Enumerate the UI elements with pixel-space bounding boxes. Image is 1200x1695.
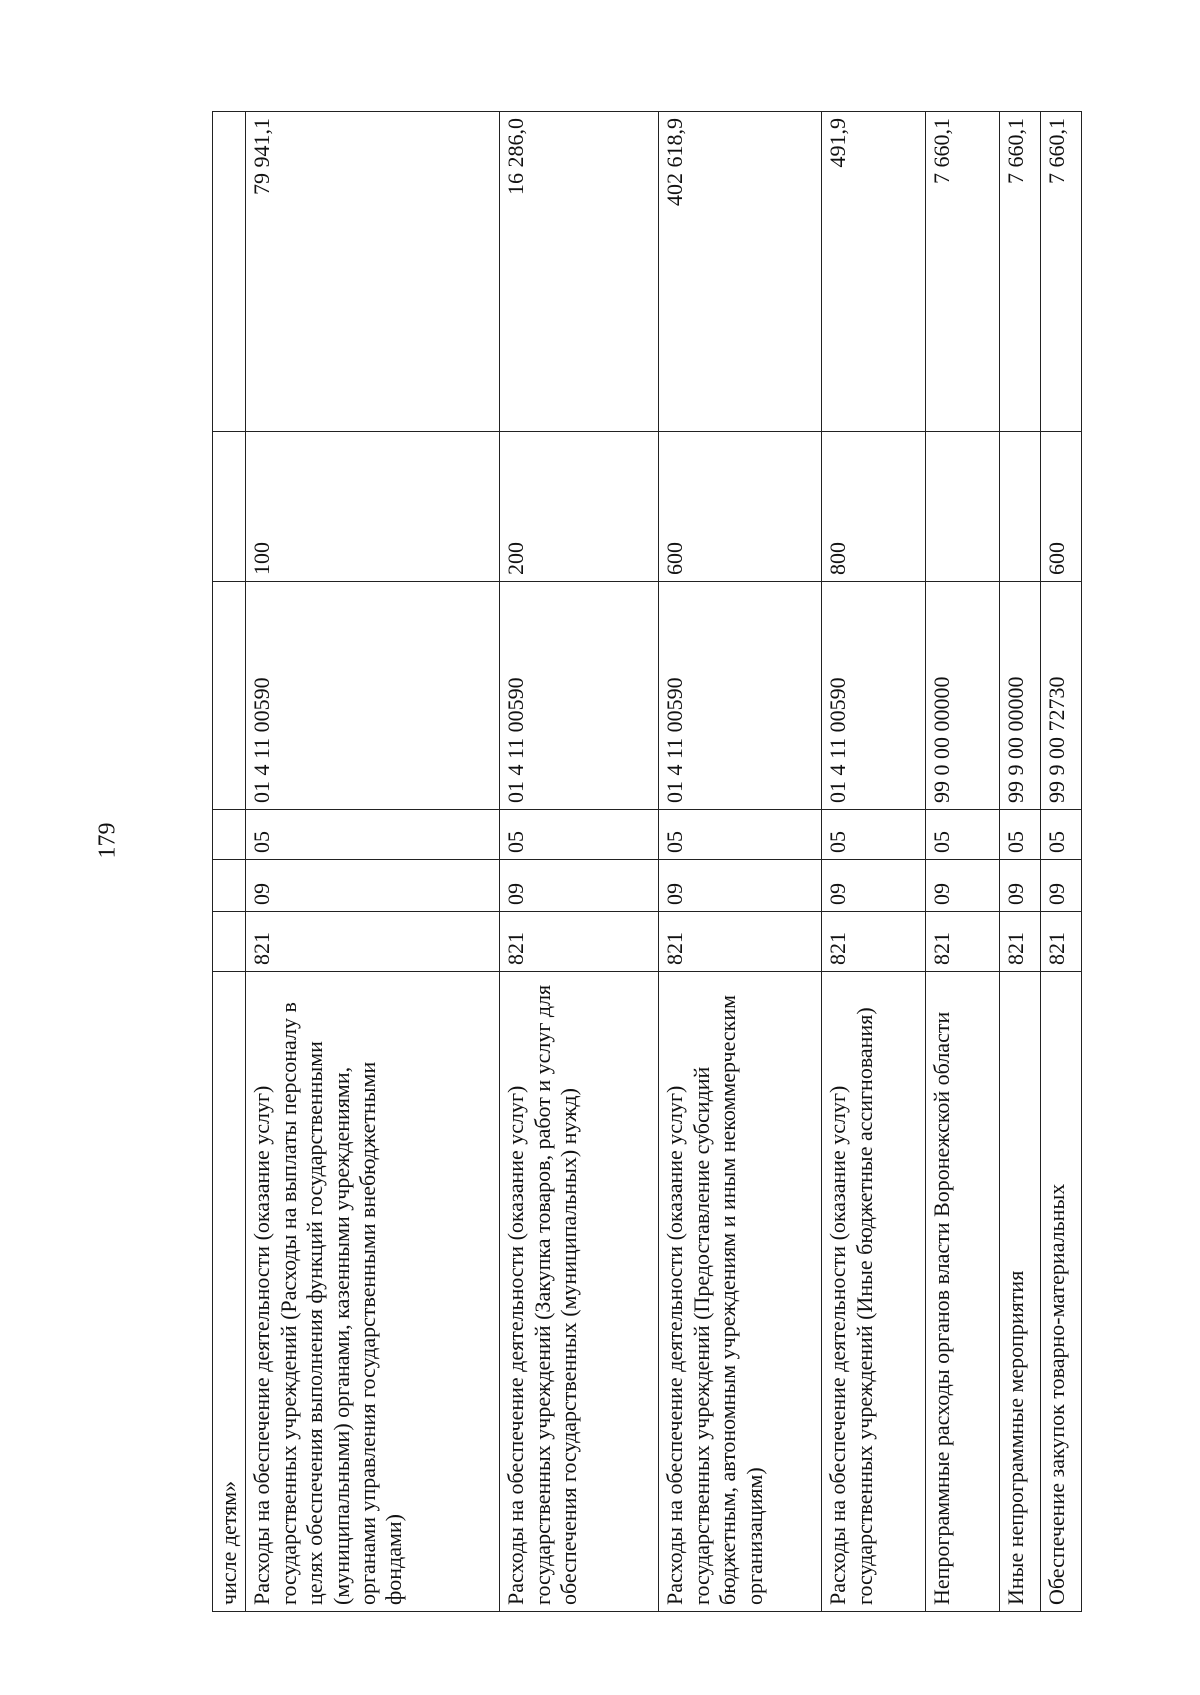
cell-amount: 7 660,1 (1000, 112, 1041, 432)
cell-csr: 01 4 11 00590 (246, 582, 500, 810)
cell-amount: 79 941,1 (246, 112, 500, 432)
cell-csr: 01 4 11 00590 (659, 582, 822, 810)
cell-csr: 01 4 11 00590 (500, 582, 659, 810)
cell-name: Обеспечение закупок товарно-материальных (1041, 972, 1082, 1612)
cell-csr: 99 9 00 72730 (1041, 582, 1082, 810)
cell-pr: 05 (500, 810, 659, 860)
cell-rz (213, 860, 246, 912)
cell-grbs (213, 912, 246, 972)
cell-vr: 600 (659, 432, 822, 582)
cell-amount: 491,9 (822, 112, 926, 432)
table-row (246, 112, 500, 1612)
cell-vr: 200 (500, 432, 659, 582)
cell-pr (213, 810, 246, 860)
cell-name: числе детям» (213, 972, 246, 1612)
table-row (500, 112, 659, 1612)
cell-vr (1000, 432, 1041, 582)
cell-amount: 7 660,1 (1041, 112, 1082, 432)
cell-grbs: 821 (500, 912, 659, 972)
cell-pr: 05 (926, 810, 1000, 860)
cell-amount (213, 112, 246, 432)
cell-pr: 05 (1041, 810, 1082, 860)
cell-rz: 09 (246, 860, 500, 912)
rotated-table-container (212, 112, 1200, 1612)
cell-grbs: 821 (1000, 912, 1041, 972)
cell-name: Расходы на обеспечение деятельности (оказание услуг) государственных учреждений (Закупка товаров, работ и услуг для обеспечения государственных (муниципальных) нужд) (500, 972, 659, 1612)
cell-pr: 05 (822, 810, 926, 860)
cell-name: Непрограммные расходы органов власти Воронежской области (926, 972, 1000, 1612)
cell-pr: 05 (659, 810, 822, 860)
cell-name: Иные непрограммные мероприятия (1000, 972, 1041, 1612)
table-row (213, 112, 246, 1612)
cell-amount: 7 660,1 (926, 112, 1000, 432)
cell-rz: 09 (1000, 860, 1041, 912)
cell-csr: 99 0 00 00000 (926, 582, 1000, 810)
page-number: 179 (94, 822, 121, 859)
cell-amount: 402 618,9 (659, 112, 822, 432)
cell-csr (213, 582, 246, 810)
cell-vr: 100 (246, 432, 500, 582)
table-row (1000, 112, 1041, 1612)
table-row (1041, 112, 1082, 1612)
cell-name: Расходы на обеспечение деятельности (оказание услуг) государственных учреждений (Иные бюджетные ассигнования) (822, 972, 926, 1612)
cell-name: Расходы на обеспечение деятельности (оказание услуг) государственных учреждений (Расходы на выплаты персоналу в целях обеспечения выполнения функций государственными (муниципальными) органами, казенными учреждениями, органами управления государственными внебюджетными фондами) (246, 972, 500, 1612)
cell-vr (213, 432, 246, 582)
cell-csr: 99 9 00 00000 (1000, 582, 1041, 810)
cell-grbs: 821 (659, 912, 822, 972)
cell-grbs: 821 (1041, 912, 1082, 972)
table-row (822, 112, 926, 1612)
cell-grbs: 821 (246, 912, 500, 972)
cell-rz: 09 (926, 860, 1000, 912)
cell-grbs: 821 (822, 912, 926, 972)
table-row (659, 112, 822, 1612)
cell-name: Расходы на обеспечение деятельности (оказание услуг) государственных учреждений (Предоставление субсидий бюджетным, автономным учреждениям и иным некоммерческим организациям) (659, 972, 822, 1612)
cell-pr: 05 (1000, 810, 1041, 860)
cell-pr: 05 (246, 810, 500, 860)
cell-vr: 800 (822, 432, 926, 582)
cell-rz: 09 (1041, 860, 1082, 912)
cell-rz: 09 (822, 860, 926, 912)
cell-rz: 09 (500, 860, 659, 912)
cell-vr: 600 (1041, 432, 1082, 582)
cell-csr: 01 4 11 00590 (822, 582, 926, 810)
cell-grbs: 821 (926, 912, 1000, 972)
table-row (926, 112, 1000, 1612)
budget-table (212, 111, 1082, 1612)
cell-amount: 16 286,0 (500, 112, 659, 432)
cell-rz: 09 (659, 860, 822, 912)
cell-vr (926, 432, 1000, 582)
